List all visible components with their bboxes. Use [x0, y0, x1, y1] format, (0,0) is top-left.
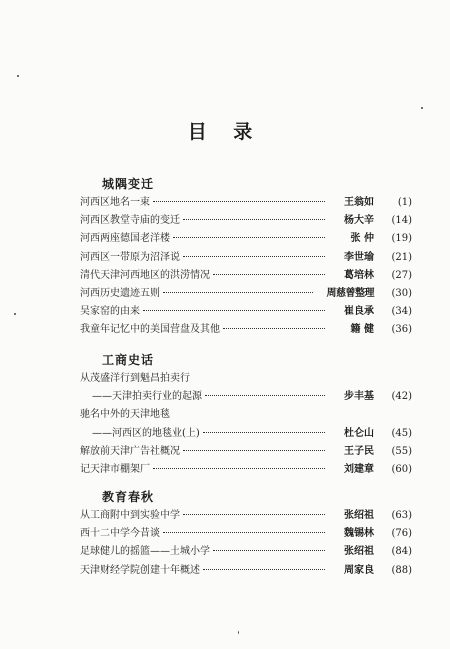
entry-page: (30): [391, 287, 412, 299]
entry-author: 杨大辛: [344, 215, 374, 227]
toc-entry[interactable]: [80, 212, 412, 230]
entry-author: 杜仑山: [344, 427, 374, 439]
toc-section: [80, 175, 412, 340]
dot-leader: [205, 395, 325, 396]
entry-title: 西十二中学今昔谈: [80, 528, 160, 540]
toc-entry[interactable]: [80, 543, 412, 561]
toc-entry[interactable]: [80, 267, 412, 285]
entry-title: 我童年记忆中的美国营盘及其他: [80, 324, 220, 336]
toc-entry[interactable]: [80, 370, 412, 388]
entry-author: 周家良: [344, 564, 374, 576]
entry-page: (34): [391, 306, 412, 318]
entry-page: (1): [397, 197, 412, 208]
dot-leader: [163, 292, 313, 293]
entry-page: (36): [391, 324, 412, 336]
entry-page: (27): [391, 269, 412, 281]
entry-page: (14): [391, 215, 412, 227]
entry-page: (19): [391, 233, 412, 245]
entry-page: (45): [391, 427, 412, 439]
entry-author: 张绍祖: [344, 510, 374, 521]
toc-entry[interactable]: [80, 285, 412, 303]
entry-title: 河西区一带原为沼泽说: [80, 251, 180, 263]
entry-page: (76): [391, 528, 412, 540]
entry-title: 清代天津河西地区的洪涝情况: [80, 269, 210, 281]
toc-entry[interactable]: [80, 303, 412, 321]
dot-leader: [183, 256, 325, 257]
entry-author: 李世瑜: [344, 251, 374, 263]
entry-page: (60): [391, 463, 412, 475]
entry-author: 刘建章: [344, 463, 374, 475]
toc-entry[interactable]: [80, 525, 412, 543]
dot-leader: [163, 532, 325, 533]
toc-entry[interactable]: [80, 461, 412, 479]
toc-entry[interactable]: [80, 388, 412, 406]
entry-title: 足球健儿的摇篮——土城小学: [80, 546, 210, 558]
entry-title: 河西两座德国老洋楼: [80, 233, 170, 245]
toc-entry[interactable]: [80, 406, 412, 424]
dot-leader: [153, 468, 325, 469]
scan-speck: [17, 75, 19, 77]
dot-leader: [223, 328, 325, 329]
entry-author: 周慈曾整理: [326, 287, 374, 299]
entry-author: 崔良承: [344, 306, 374, 318]
dot-leader: [153, 201, 325, 202]
toc-entry[interactable]: [80, 425, 412, 443]
entry-author: 张 仲: [350, 233, 374, 245]
entry-title: 天津财经学院创建十年概述: [80, 564, 200, 576]
entry-title: 从工商附中到实验中学: [80, 510, 180, 521]
section-heading: 教育春秋: [102, 490, 155, 504]
scan-speck: [421, 107, 423, 109]
toc-entry[interactable]: [80, 507, 412, 525]
page-title: 目 录: [187, 121, 263, 143]
entry-title: 河西历史遗迹五则: [80, 287, 160, 299]
entry-title: 从茂盛洋行到魁昌拍卖行: [80, 373, 190, 384]
toc-entry[interactable]: [80, 443, 412, 461]
dot-leader: [183, 219, 325, 220]
entry-page: (21): [391, 251, 412, 263]
toc-entry[interactable]: [80, 321, 412, 339]
entry-page: (42): [391, 391, 412, 403]
scan-speck: [14, 313, 16, 315]
toc-section: [80, 351, 412, 479]
entry-title: ——河西区的地毯业(上): [92, 427, 200, 439]
section-heading: 工商史话: [102, 353, 155, 367]
toc-section: [80, 488, 412, 580]
dot-leader: [143, 310, 325, 311]
toc-entry[interactable]: [80, 230, 412, 248]
entry-page: (88): [391, 564, 412, 576]
entry-title: 河西区地名一束: [80, 197, 150, 208]
entry-title: 河西区教堂寺庙的变迁: [80, 215, 180, 227]
entry-author: 葛培林: [344, 269, 374, 281]
section-heading: 城隅变迁: [102, 177, 155, 191]
entry-author: 步丰基: [344, 391, 374, 403]
dot-leader: [173, 237, 325, 238]
entry-page: (63): [391, 510, 412, 521]
toc-entry[interactable]: [80, 562, 412, 580]
scan-speck: [238, 631, 239, 634]
entry-title: 驰名中外的天津地毯: [80, 409, 170, 421]
entry-author: 王子民: [344, 445, 374, 457]
dot-leader: [183, 450, 325, 451]
dot-leader: [183, 514, 325, 515]
entry-title: 记天津市棚架厂: [80, 463, 150, 475]
dot-leader: [213, 274, 325, 275]
entry-title: 吴家窑的由来: [80, 306, 140, 318]
toc-entry[interactable]: [80, 249, 412, 267]
entry-page: (84): [391, 546, 412, 558]
dot-leader: [213, 550, 325, 551]
dot-leader: [203, 569, 325, 570]
entry-title: 解放前天津广告社概况: [80, 445, 180, 457]
dot-leader: [203, 432, 325, 433]
entry-page: (55): [391, 445, 412, 457]
entry-author: 张绍祖: [344, 546, 374, 558]
toc-entry[interactable]: [80, 194, 412, 212]
entry-title: ——天津拍卖行业的起源: [92, 391, 202, 403]
entry-author: 王翁如: [344, 197, 374, 208]
entry-author: 籍 健: [350, 324, 374, 336]
entry-author: 魏锡林: [344, 528, 374, 540]
